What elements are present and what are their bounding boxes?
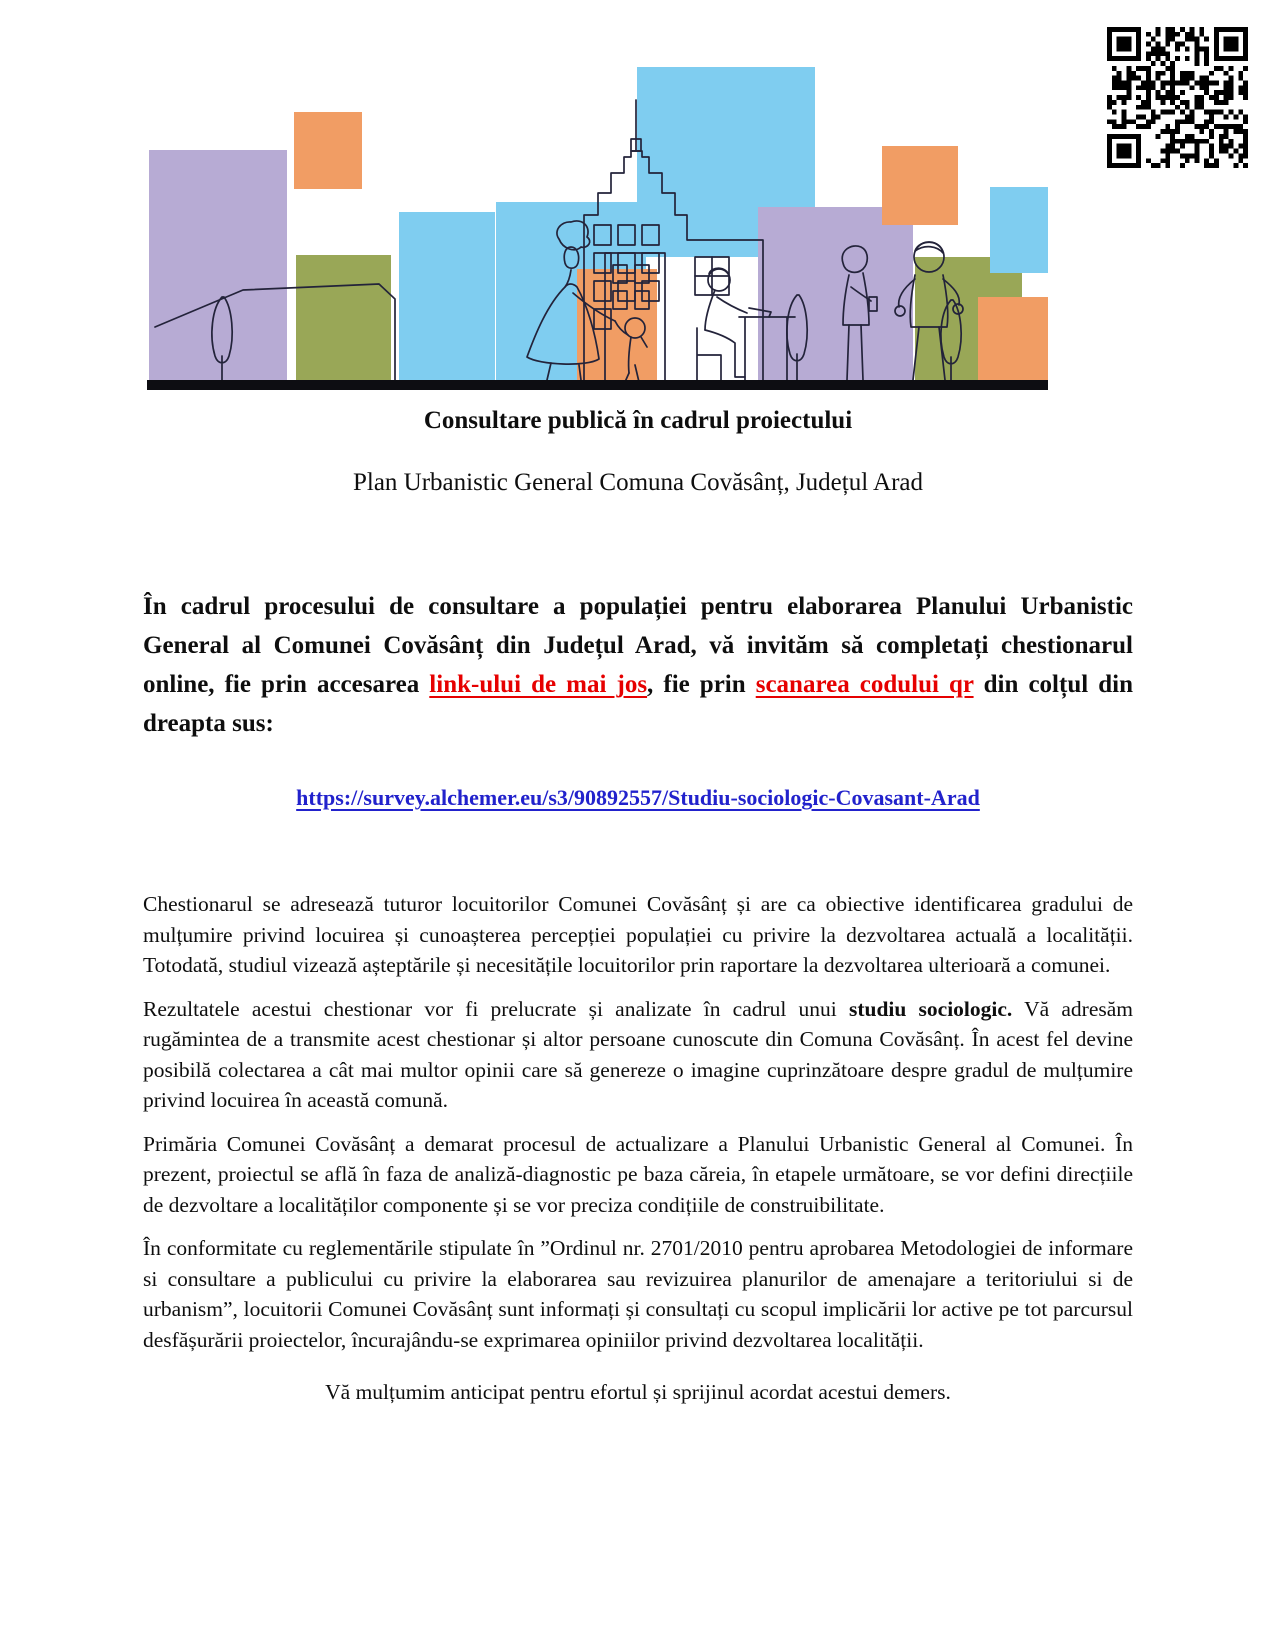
body-paragraph	[143, 1129, 1133, 1221]
text-segment: Rezultatele acestui chestionar vor fi prelucrate și analizate în cadrul unui	[143, 996, 849, 1021]
text-segment: Chestionarul se adresează tuturor locuitorilor Comunei Covăsânț și are ca obiective identificarea gradului de mulțumire privind locuirea și cunoașterea percepției populației cu privire la dezvoltarea actuală a localității. Totodată, studiul vizează așteptările și necesitățile locuitorilor prin raportare la dezvoltarea ulterioară a comunei.	[143, 892, 1133, 977]
survey-link-row	[143, 785, 1133, 811]
hero-illustration-area	[0, 0, 1275, 395]
body-paragraph	[143, 1233, 1133, 1355]
closing-note: Vă mulțumim anticipat pentru efortul și sprijinul acordat acestui demers.	[325, 1380, 951, 1404]
inline-link[interactable]: link-ului de mai jos	[429, 671, 648, 698]
inline-link[interactable]: scanarea codului qr	[755, 671, 974, 698]
document-content	[143, 405, 1133, 1429]
baseline-bar	[147, 380, 1048, 390]
intro-paragraph	[143, 587, 1133, 743]
text-segment: studiu sociologic.	[848, 996, 1013, 1021]
text-segment: din colțul din dreapta sus:	[143, 671, 1133, 737]
city-skyline-illustration	[147, 25, 1048, 390]
text-segment: În cadrul procesului de consultare a populației pentru elaborarea Planului Urbanistic General al Comunei Covăsânț din Județul Arad, vă invităm să completați chestionarul online, fie prin accesarea	[143, 593, 1133, 698]
body-paragraphs	[143, 889, 1133, 1355]
body-paragraph	[143, 889, 1133, 981]
text-segment: , fie prin	[647, 671, 756, 698]
body-paragraph	[143, 994, 1133, 1116]
page-title: Consultare publică în cadrul proiectului	[423, 407, 853, 434]
page-subtitle: Plan Urbanistic General Comuna Covăsânț, Județul Arad	[352, 469, 924, 496]
text-segment: În conformitate cu reglementările stipulate în ”Ordinul nr. 2701/2010 pentru aprobarea Metodologiei de informare si consultare a publicului cu privire la elaborarea sau revizuirea planurilor de amenajare a teritoriului si de urbanism”, locuitorii Comunei Covăsânț sunt informați și consultați cu scopul implicării lor active pe tot parcursul desfășurării proiectelor, încurajându-se exprimarea opiniilor privind dezvoltarea localității.	[143, 1236, 1133, 1352]
survey-link[interactable]: https://survey.alchemer.eu/s3/90892557/Studiu-sociologic-Covasant-Arad	[296, 785, 980, 810]
qr-code	[1106, 27, 1249, 168]
text-segment: Primăria Comunei Covăsânț a demarat procesul de actualizare a Planului Urbanistic General al Comunei. În prezent, proiectul se află în faza de analiză-diagnostic pe baza căreia, în etapele următoare, se vor defini direcțiile de dezvoltare a localităților componente și se vor preciza condițiile de construibilitate.	[143, 1131, 1133, 1217]
text-segment: Vă adresăm rugămintea de a transmite acest chestionar și altor persoane cunoscute din Comuna Covăsânț. În acest fel devine posibilă colectarea a cât mai multor opinii care să genereze o imagine cuprinzătoare despre gradul de mulțumire privind locuirea în această comună.	[143, 996, 1133, 1112]
